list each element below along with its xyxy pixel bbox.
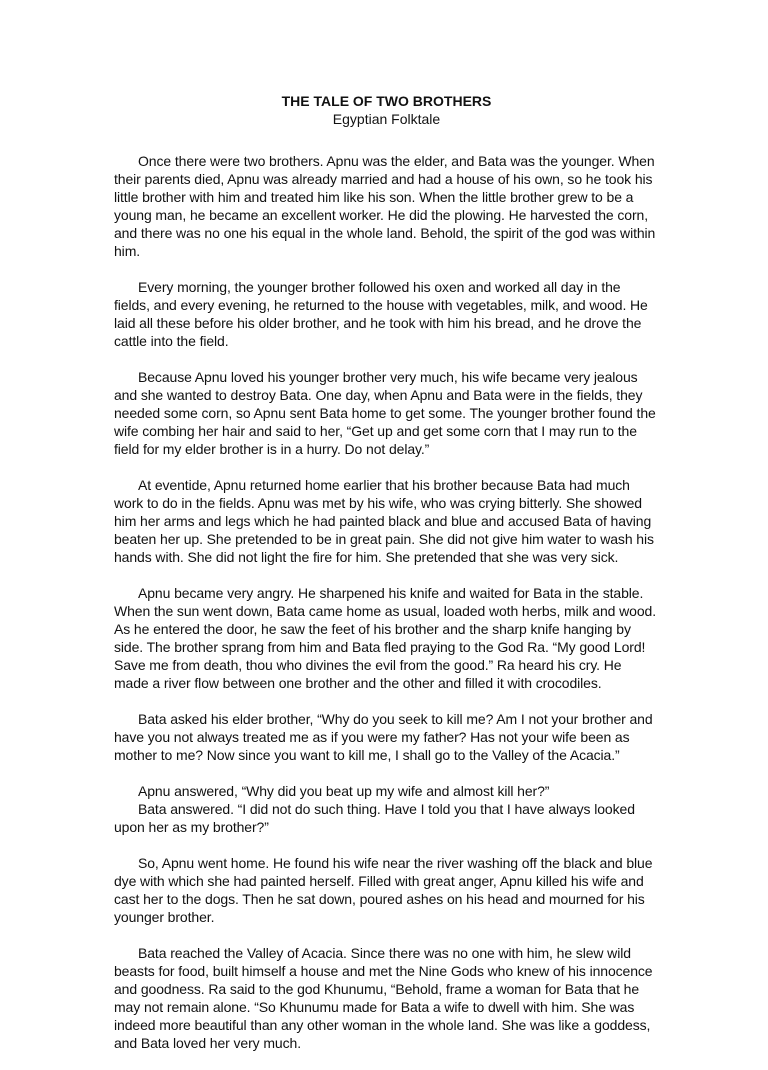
paragraph: Bata reached the Valley of Acacia. Since there was no one with him, he slew wild beasts for food, built himself a house and met the Nine Gods who knew of his innocence and goodness. Ra said to the god Khunumu, “Behold, frame a woman for Bata that he may not remain alone. “So Khunumu made for Bata a wife to dwell with him. She was indeed more beautiful than any other woman in the whole land. She was like a goddess, and Bata loved her very much.: [114, 945, 653, 1051]
paragraph: At eventide, Apnu returned home earlier that his brother because Bata had much work to do in the fields. Apnu was met by his wife, who was crying bitterly. She showed him her arms and legs which he had painted black and blue and accused Bata of having beaten her up. She pretended to be in great pain. She did not give him water to wash his hands with. She did not light the fire for him. She pretended that she was very sick.: [114, 477, 654, 565]
document-subtitle: Egyptian Folktale: [332, 111, 441, 127]
paragraph: Bata answered. “I did not do such thing. Have I told you that I have always looked upon her as my brother?”: [114, 801, 635, 835]
paragraph: So, Apnu went home. He found his wife near the river washing off the black and blue dye with which she had painted herself. Filled with great anger, Apnu killed his wife and cast her to the dogs. Then he sat down, poured ashes on his head and mourned for his younger brother.: [114, 855, 653, 925]
document-body: [114, 92, 659, 1070]
paragraph: Once there were two brothers. Apnu was the elder, and Bata was the younger. When their parents died, Apnu was already married and had a house of his own, so he took his little brother with him and treated him like his son. When the little brother grew to be a young man, he became an excellent worker. He did the plowing. He harvested the corn, and there was no one his equal in the whole land. Behold, the spirit of the god was within him.: [114, 153, 656, 259]
paragraph: Apnu answered, “Why did you beat up my wife and almost kill her?”: [138, 783, 550, 799]
paragraph: Every morning, the younger brother followed his oxen and worked all day in the fields, and every evening, he returned to the house with vegetables, milk, and wood. He laid all these before his older brother, and he took with him his bread, and he drove the cattle into the field.: [114, 279, 648, 349]
paragraph: Because Apnu loved his younger brother very much, his wife became very jealous and she wanted to destroy Bata. One day, when Apnu and Bata were in the fields, they needed some corn, so Apnu sent Bata home to get some. The younger brother found the wife combing her hair and said to her, “Get up and get some corn that I may run to the field for my elder brother is in a hurry. Do not delay.”: [114, 369, 656, 457]
paragraph: Bata asked his elder brother, “Why do you seek to kill me? Am I not your brother and have you not always treated me as if you were my father? Has not your wife been as mother to me? Now since you want to kill me, I shall go to the Valley of the Acacia.”: [114, 711, 653, 763]
document-title: THE TALE OF TWO BROTHERS: [281, 93, 492, 109]
paragraph: Apnu became very angry. He sharpened his knife and waited for Bata in the stable. When the sun went down, Bata came home as usual, loaded woth herbs, milk and wood. As he entered the door, he saw the feet of his brother and the sharp knife hanging by side. The brother sprang from him and Bata fled praying to the God Ra. “My good Lord! Save me from death, thou who divines the evil from the good.” Ra heard his cry. He made a river flow between one brother and the other and filled it with crocodiles.: [114, 585, 657, 691]
